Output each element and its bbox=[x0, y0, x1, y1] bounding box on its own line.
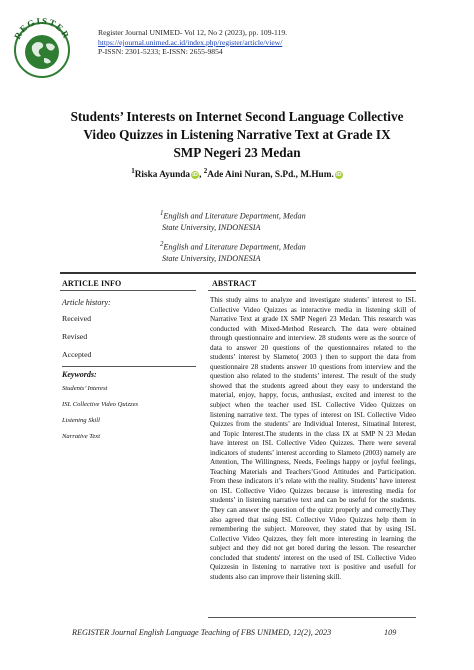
affiliation-superscript: 1 bbox=[160, 210, 164, 217]
affiliation-line: State University, INDONESIA bbox=[162, 253, 261, 263]
author-2-superscript: 2 bbox=[203, 167, 208, 175]
journal-info bbox=[98, 28, 287, 57]
affiliation-line: English and Literature Department, Medan bbox=[163, 211, 306, 221]
keyword-item: Listening Skill bbox=[62, 417, 100, 424]
footer-journal-reference: REGISTER Journal English Language Teaching of FBS UNIMED, 12(2), 2023 bbox=[72, 628, 332, 637]
affiliation-1 bbox=[160, 208, 306, 233]
journal-issn: P-ISSN: 2301-5233; E-ISSN: 2655-9854 bbox=[98, 47, 223, 57]
abstract-heading: ABSTRACT bbox=[212, 279, 257, 288]
journal-url-link[interactable]: https://ejournal.unimed.ac.id/index.php/register/article/view/ bbox=[98, 37, 283, 47]
affiliation-line: State University, INDONESIA bbox=[162, 222, 261, 232]
history-received: Received bbox=[62, 314, 92, 323]
logo-arc-text: REGISTER bbox=[12, 15, 72, 41]
journal-citation: Register Journal UNIMED- Vol 12, No 2 (2023), pp. 109-119. bbox=[98, 28, 288, 37]
author-1-superscript: 1 bbox=[131, 167, 135, 175]
keyword-item: ISL Collective Video Quizzes bbox=[62, 401, 139, 408]
history-revised: Revised bbox=[62, 332, 88, 341]
title-line: SMP Negeri 23 Medan bbox=[173, 145, 301, 160]
affiliation-line: English and Literature Department, Medan bbox=[163, 242, 306, 252]
history-accepted: Accepted bbox=[62, 350, 92, 359]
section-top-rule bbox=[60, 272, 416, 274]
article-history-label: Article history: bbox=[62, 298, 111, 307]
article-info-panel bbox=[62, 296, 196, 440]
author-list bbox=[0, 167, 474, 180]
keywords-rule bbox=[62, 366, 196, 367]
author-1-name: Riska Ayunda bbox=[134, 170, 191, 181]
orcid-icon[interactable]: iD bbox=[336, 172, 342, 179]
orcid-icon[interactable]: iD bbox=[192, 172, 198, 179]
title-line: Video Quizzes in Listening Narrative Text at Grade IX bbox=[83, 127, 391, 142]
info-header-rule bbox=[60, 290, 196, 291]
author-separator: , bbox=[199, 170, 204, 181]
affiliation-superscript: 2 bbox=[160, 241, 164, 248]
keyword-item: Narrative Text bbox=[62, 433, 101, 440]
title-line: Students’ Interests on Internet Second Language Collective bbox=[70, 109, 404, 124]
abstract-body: This study aims to analyze and investigate students’ interest to ISL Collective Video Quizzes as interactive media in listening skill of Narrative Text at grade IX SMP Negeri 23 Medan. This research was conducted with Mixed-Method Research. The data were obtained through questionnaire and interview. 28 students were as the source of data to answer 20 questions of the questionnaires related to the students’ interest by Slameto( 2003 ) then to support the data from questionnaire 28 students answer 10 questions from interview and the question also related to the students’ interest. The result of the study showed that the students agreed about they easy to understand the material, enjoy, happy, focus, anthusiast, excited and interest to the subject when the teacher used ISL Collective Video Quizzes on listening narrative text. The types of interest on ISL Collective Video Quizzes from the students’ are Individual Interest, Situatinal Interest, and Topic Interest.The students in the class IX at SMP N 23 Medan have interest on ISL Collective Video Quizzes. There were several indicators of students’ interest according to Slameto (2003) namely are Attention, The Willingness, Needs, Feelings happy or joyful feelings, Teaching Materials and Teachers’Good Attitudes and Participation. From these indicators it’s relate with the reality. Students’ have interest on ISL Collective Video Quizzes because is interesting media for students’ in listening narrative text and can be useful for the students. They can answer the question of the quizz properly and correctly.They also agreed that using ISL Collective Video Quizzes help them in remembering the subject. Moreover, they stated that by using ISL Collective Video Quizzes, they felt more interesting in learning the subject and they did not get bored during the lesson. The researcher concluded that students' interest on the used of ISL Collective Video Quizzesin in listening to narrative text is positive and usefull for students also can improve their listening skill. bbox=[210, 296, 416, 581]
article-info-heading: ARTICLE INFO bbox=[62, 279, 122, 288]
keyword-item: Students’ Interest bbox=[62, 385, 108, 392]
affiliation-2 bbox=[160, 239, 306, 264]
globe-logo-icon bbox=[8, 12, 76, 80]
abstract-header-rule bbox=[208, 290, 416, 291]
journal-logo bbox=[8, 12, 76, 80]
page-number: 109 bbox=[384, 628, 397, 637]
keywords-label: Keywords: bbox=[62, 370, 97, 379]
author-2-name: Ade Aini Nuran, S.Pd., M.Hum. bbox=[207, 170, 334, 181]
paper-title bbox=[60, 108, 414, 162]
abstract-bottom-rule bbox=[208, 617, 416, 618]
